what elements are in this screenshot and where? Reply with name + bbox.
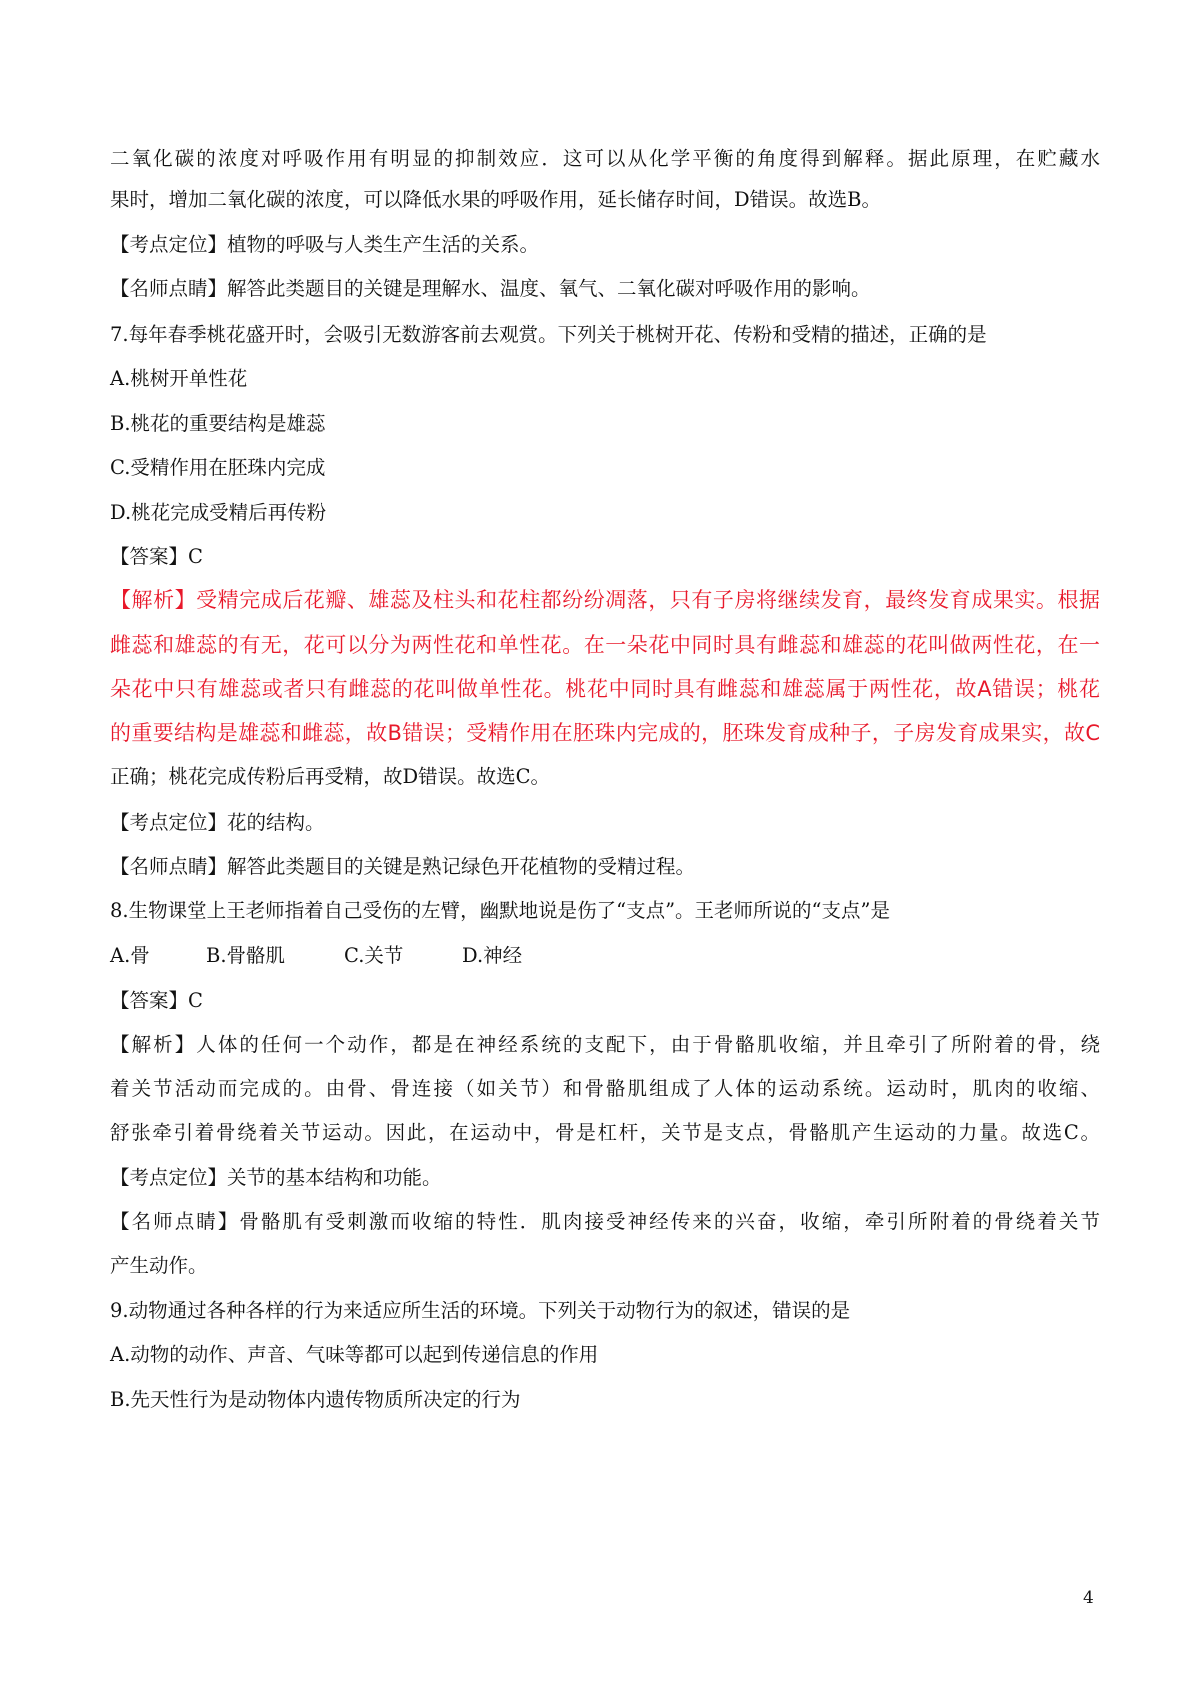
option-b: B.先天性行为是动物体内遗传物质所决定的行为	[110, 1388, 521, 1411]
question-7: 7.每年春季桃花盛开时，会吸引无数游客前去观赏。下列关于桃树开花、传粉和受精的描述，正确的是	[110, 323, 987, 346]
analysis-line: 舒张牵引着骨绕着关节运动。因此，在运动中，骨是杠杆，关节是支点，骨骼肌产生运动的力量。故选C。	[110, 1121, 1100, 1144]
answer: 【答案】C	[110, 989, 203, 1012]
analysis-line-red: 朵花中只有雄蕊或者只有雌蕊的花叫做单性花。桃花中同时具有雌蕊和雄蕊属于两性花，故A错误；桃花	[110, 677, 1100, 701]
q8-options	[110, 943, 1100, 969]
teacher-note: 【名师点睛】骨骼肌有受刺激而收缩的特性．肌肉接受神经传来的兴奋，收缩，牵引所附着的骨绕着关节	[110, 1210, 1100, 1233]
exam-point-label: 【考点定位】花的结构。	[110, 811, 325, 834]
teacher-note: 【名师点睛】解答此类题目的关键是理解水、温度、氧气、二氧化碳对呼吸作用的影响。	[110, 277, 871, 300]
analysis-line: 【解析】人体的任何一个动作，都是在神经系统的支配下，由于骨骼肌收缩，并且牵引了所附着的骨，绕	[110, 1033, 1100, 1056]
option-b: B.桃花的重要结构是雄蕊	[110, 412, 326, 435]
analysis-line-red: 雌蕊和雄蕊的有无，花可以分为两性花和单性花。在一朵花中同时具有雌蕊和雄蕊的花叫做两性花，在一	[110, 633, 1100, 657]
question-8: 8.生物课堂上王老师指着自己受伤的左臂，幽默地说是伤了“支点”。王老师所说的“支点”是	[110, 899, 890, 922]
option-a: A.骨	[110, 944, 150, 967]
text-line: 二氧化碳的浓度对呼吸作用有明显的抑制效应．这可以从化学平衡的角度得到解释。据此原理，在贮藏水	[110, 147, 1100, 170]
analysis-line-red: 的重要结构是雄蕊和雌蕊，故B错误；受精作用在胚珠内完成的，胚珠发育成种子，子房发育成果实，故C	[110, 721, 1100, 745]
analysis-line: 着关节活动而完成的。由骨、骨连接（如关节）和骨骼肌组成了人体的运动系统。运动时，肌肉的收缩、	[110, 1077, 1100, 1100]
page-number: 4	[1083, 1588, 1094, 1608]
analysis-line: 正确；桃花完成传粉后再受精，故D错误。故选C。	[110, 765, 551, 788]
exam-point-label: 【考点定位】关节的基本结构和功能。	[110, 1166, 442, 1189]
analysis-line-red: 【解析】受精完成后花瓣、雄蕊及柱头和花柱都纷纷凋落，只有子房将继续发育，最终发育成果实。根据	[110, 588, 1100, 612]
option-c: C.关节	[344, 944, 404, 967]
option-c: C.受精作用在胚珠内完成	[110, 456, 326, 479]
text-line: 产生动作。	[110, 1254, 208, 1277]
option-d: D.神经	[462, 944, 523, 967]
option-a: A.动物的动作、声音、气味等都可以起到传递信息的作用	[110, 1343, 599, 1366]
text-line: 果时，增加二氧化碳的浓度，可以降低水果的呼吸作用，延长储存时间，D错误。故选B。	[110, 188, 881, 211]
option-b: B.骨骼肌	[206, 944, 286, 967]
option-d: D.桃花完成受精后再传粉	[110, 501, 327, 524]
exam-point-label: 【考点定位】植物的呼吸与人类生产生活的关系。	[110, 233, 540, 256]
question-9: 9.动物通过各种各样的行为来适应所生活的环境。下列关于动物行为的叙述，错误的是	[110, 1299, 851, 1322]
option-a: A.桃树开单性花	[110, 367, 248, 390]
answer: 【答案】C	[110, 545, 203, 568]
teacher-note: 【名师点睛】解答此类题目的关键是熟记绿色开花植物的受精过程。	[110, 855, 696, 878]
